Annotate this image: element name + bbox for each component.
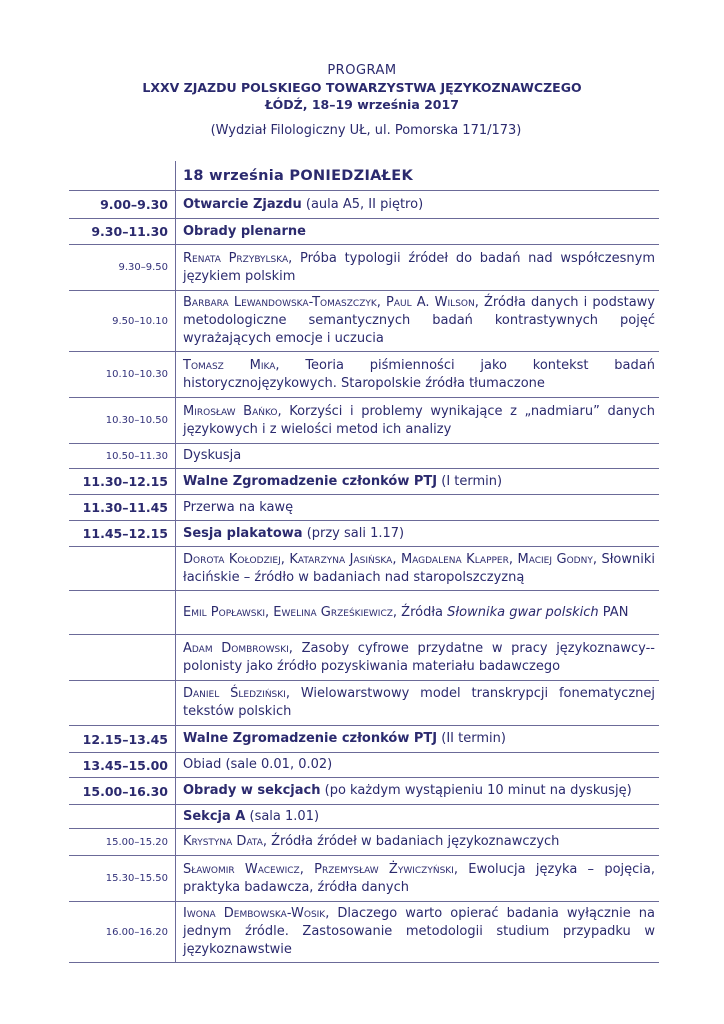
talk-authors: Renata Przybylska — [183, 250, 289, 266]
schedule-row: 15.00–16.30 Obrady w sekcjach (po każdym wystąpieniu 10 minut na dyskusję) — [69, 778, 659, 805]
talk-authors: Barbara Lewandowska-Tomaszczyk, Paul A. Wilson — [183, 295, 475, 310]
time-slot: 10.50–11.30 — [105, 450, 168, 462]
time-slot: 11.30–12.15 — [82, 474, 168, 489]
talk-authors: Dorota Kołodziej, Katarzyna Jasińska, Magdalena Klapper, Maciej Godny — [183, 551, 593, 567]
talk-authors: Krystyna Data — [183, 834, 263, 849]
time-slot: 11.45–12.15 — [82, 526, 168, 541]
talk-authors: Emil Popławski, Ewelina Grześkiewicz — [183, 604, 393, 620]
time-slot: 15.30–15.50 — [105, 873, 168, 884]
talk-row — [69, 829, 659, 856]
talk-title-italic: Słownika gwar polskich — [447, 604, 599, 620]
poster-row — [69, 547, 659, 591]
section-name: Sekcja A — [183, 808, 246, 824]
talk-authors: Sławomir Wacewicz, Przemysław Żywiczyński — [183, 861, 454, 877]
talk-row — [69, 291, 659, 352]
talk-authors: Adam Dombrowski — [183, 640, 289, 656]
schedule-row: 11.30–12.15 Walne Zgromadzenie członków PTJ (I termin) — [69, 469, 659, 495]
talk-title: , Źródła źródeł w badaniach językoznawczych — [262, 834, 560, 849]
talk-authors: Daniel Śledziński — [183, 686, 286, 701]
talk-authors: Mirosław Bańko — [183, 403, 278, 419]
talk-authors: Tomasz Mika — [183, 357, 276, 373]
time-slot: 13.45–15.00 — [82, 757, 168, 773]
time-slot: 12.15–13.45 — [82, 731, 168, 747]
schedule-row: 10.50–11.30 Dyskusja — [69, 444, 659, 469]
venue: (Wydział Filologiczny UŁ, ul. Pomorska 171/173) — [210, 123, 522, 138]
time-slot: 15.00–15.20 — [105, 836, 168, 848]
day-header-row — [69, 161, 659, 191]
talk-row — [69, 245, 659, 291]
talk-title: , Zasoby cyfrowe przydatne w pracy językoznawcy--polonisty jako źródło pozyskiwania materiału badawczego — [183, 640, 655, 674]
program-header — [0, 62, 724, 140]
schedule-row: 13.45–15.00 Obiad (sale 0.01, 0.02) — [69, 753, 659, 778]
schedule-row: 12.15–13.45 Walne Zgromadzenie członków PTJ (II termin) — [69, 726, 659, 753]
time-slot: 9.30–9.50 — [118, 262, 168, 273]
congress-title: LXXV ZJAZDU POLSKIEGO TOWARZYSTWA JĘZYKOZNAWCZEGO — [142, 80, 582, 95]
talk-row — [69, 352, 659, 398]
talk-title: , Teoria piśmienności jako kontekst badań historycznojęzykowych. Staropolskie źródła tłumaczone — [183, 357, 655, 391]
talk-title: , Próba typologii źródeł do badań nad współczesnym językiem polskim — [183, 250, 655, 284]
talk-title: , Dlaczego warto opierać badania wyłącznie na jednym źródle. Zastosowanie metodologii studium przypadku w językoznawstwie — [183, 906, 655, 957]
city-date: ŁÓDŹ, 18–19 września 2017 — [265, 97, 459, 112]
poster-row — [69, 635, 659, 681]
schedule-table — [69, 161, 659, 963]
day-label: 18 września PONIEDZIAŁEK — [183, 167, 414, 184]
talk-row — [69, 398, 659, 444]
program-label: PROGRAM — [327, 63, 397, 78]
time-slot: 10.10–10.30 — [105, 369, 168, 380]
talk-authors: Iwona Dembowska-Wosik — [183, 906, 326, 921]
time-slot: 10.30–10.50 — [105, 415, 168, 426]
time-slot: 9.30–11.30 — [91, 224, 168, 239]
schedule-row: 11.30–11.45 Przerwa na kawę — [69, 495, 659, 521]
talk-title: , Ewolucja języka – pojęcia, praktyka badawcza, źródła danych — [183, 861, 655, 895]
schedule-row: 11.45–12.15 Sesja plakatowa (przy sali 1.17) — [69, 521, 659, 547]
schedule-row: 9.30–11.30 Obrady plenarne — [69, 219, 659, 245]
time-slot: 9.00–9.30 — [100, 197, 168, 212]
talk-row — [69, 856, 659, 902]
talk-title: , Wielowarstwowy model transkrypcji fonematycznej tekstów polskich — [183, 686, 655, 719]
talk-row — [69, 902, 659, 963]
talk-title: , Słowniki łacińskie – źródło w badaniach nad staropolszczyzną — [183, 551, 655, 585]
poster-row — [69, 681, 659, 726]
poster-row: Emil Popławski, Ewelina Grześkiewicz, Źródła Słownika gwar polskich PAN — [69, 591, 659, 635]
talk-title: , Źródła danych i podstawy metodologiczne semantycznych badań kontrastywnych pojęć wyrażających emocje i uczucia — [183, 295, 655, 346]
time-slot: 15.00–16.30 — [82, 783, 168, 799]
time-slot: 11.30–11.45 — [82, 500, 168, 515]
talk-title: , Korzyści i problemy wynikające z „nadmiaru” danych językowych i z wielości metod ich analizy — [183, 403, 655, 437]
time-slot: 9.50–10.10 — [112, 315, 168, 327]
schedule-row: 9.00–9.30 Otwarcie Zjazdu (aula A5, II piętro) — [69, 191, 659, 219]
section-row: Sekcja A (sala 1.01) — [69, 805, 659, 829]
time-slot: 16.00–16.20 — [105, 926, 168, 938]
